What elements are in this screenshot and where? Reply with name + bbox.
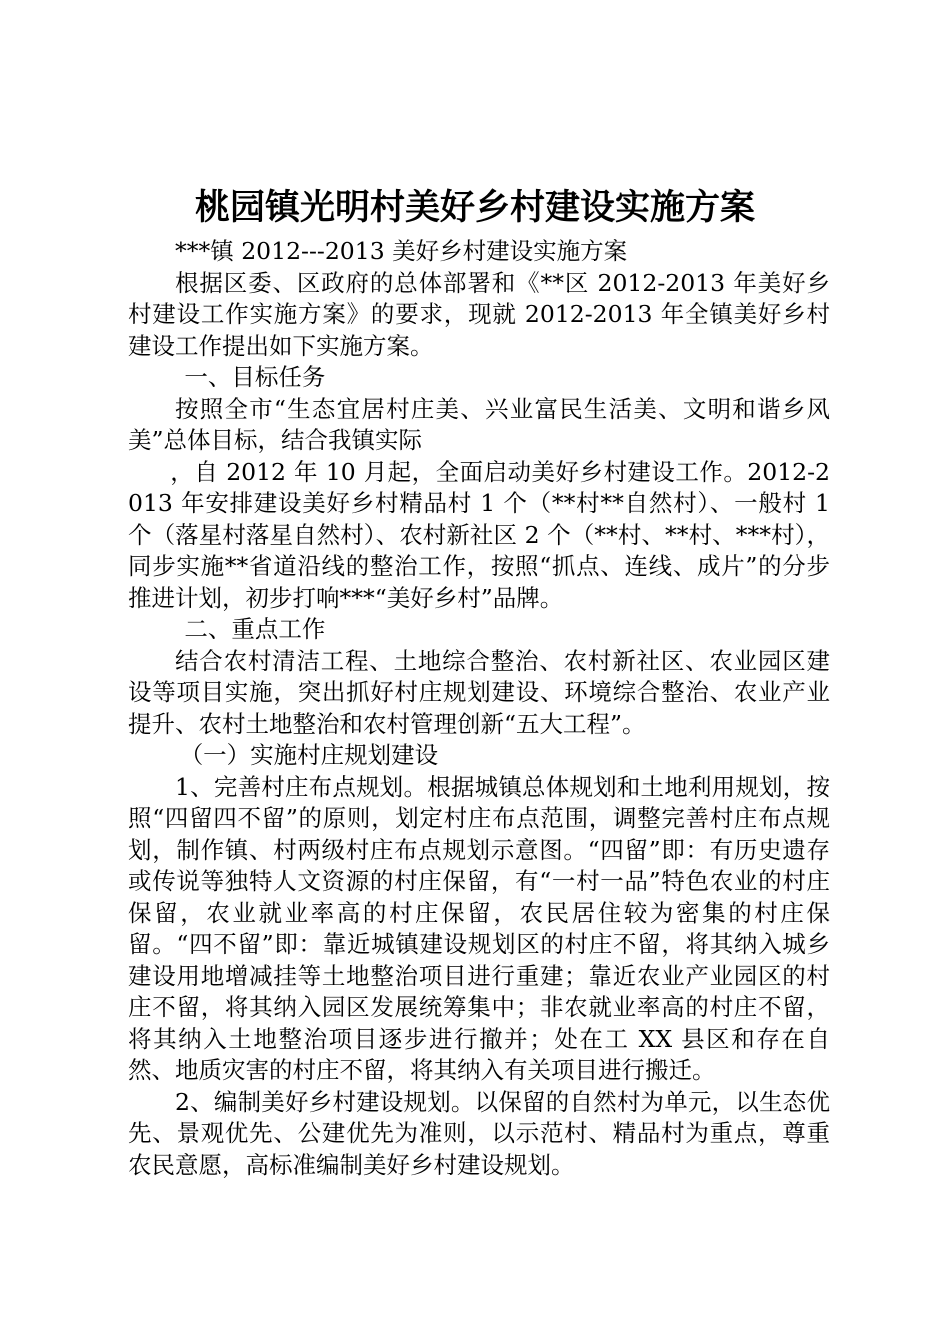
document-body — [128, 236, 838, 1181]
section-heading-key-work: 二、重点工作 — [184, 615, 326, 643]
document-title: 桃园镇光明村美好乡村建设实施方案 — [194, 187, 755, 228]
key-work-paragraph: 结合农村清洁工程、土地综合整治、农村新社区、农业园区建设等项目实施，突出抓好村庄规划建设、环境综合整治、农业产业提升、农村土地整治和农村管理创新“五大工程”。 — [128, 646, 830, 738]
section-heading-goals: 一、目标任务 — [184, 363, 326, 391]
planning-paragraph: 2、编制美好乡村建设规划。以保留的自然村为单元，以生态优先、景观优先、公建优先为准则，以示范村、精品村为重点，尊重农民意愿，高标准编制美好乡村建设规划。 — [128, 1087, 830, 1179]
subsection-heading-village-planning: （一）实施村庄规划建设 — [179, 741, 439, 769]
village-layout-paragraph: 1、完善村庄布点规划。根据城镇总体规划和土地利用规划，按照“四留四不留”的原则，划定村庄布点范围，调整完善村庄布点规划，制作镇、村两级村庄布点规划示意图。“四留”即：有历史遗存或传说等独特人文资源的村庄保留，有“一村一品”特色农业的村庄保留，农业就业率高的村庄保留，农民居住较为密集的村庄保留。“四不留”即：靠近城镇建设规划区的村庄不留，将其纳入城乡建设用地增减挂等土地整治项目进行重建；靠近农业产业园区的村庄不留，将其纳入园区发展统筹集中；非农就业率高的村庄不留，将其纳入土地整治项目逐步进行撤并；处在工 XX 县区和存在自然、地质灾害的村庄不留，将其纳入有关项目进行搬迁。 — [128, 772, 830, 1084]
document-subtitle: ***镇 2012---2013 美好乡村建设实施方案 — [175, 237, 628, 265]
goals-continuation-paragraph: ，自 2012 年 10 月起，全面启动美好乡村建设工作。2012-2013 年安排建设美好乡村精品村 1 个（**村**自然村）、一般村 1 个（落星村落星自然村）、农村新社区 2 个（**村、**村、***村），同步实施**省道沿线的整治工作，按照“抓点、连线、成片”的分步推进计划，初步打响***“美好乡村”品牌。 — [128, 457, 838, 612]
goals-paragraph: 按照全市“生态宜居村庄美、兴业富民生活美、文明和谐乡风美”总体目标，结合我镇实际 — [128, 394, 830, 454]
intro-paragraph: 根据区委、区政府的总体部署和《**区 2012-2013 年美好乡村建设工作实施方案》的要求，现就 2012-2013 年全镇美好乡村建设工作提出如下实施方案。 — [128, 268, 830, 360]
